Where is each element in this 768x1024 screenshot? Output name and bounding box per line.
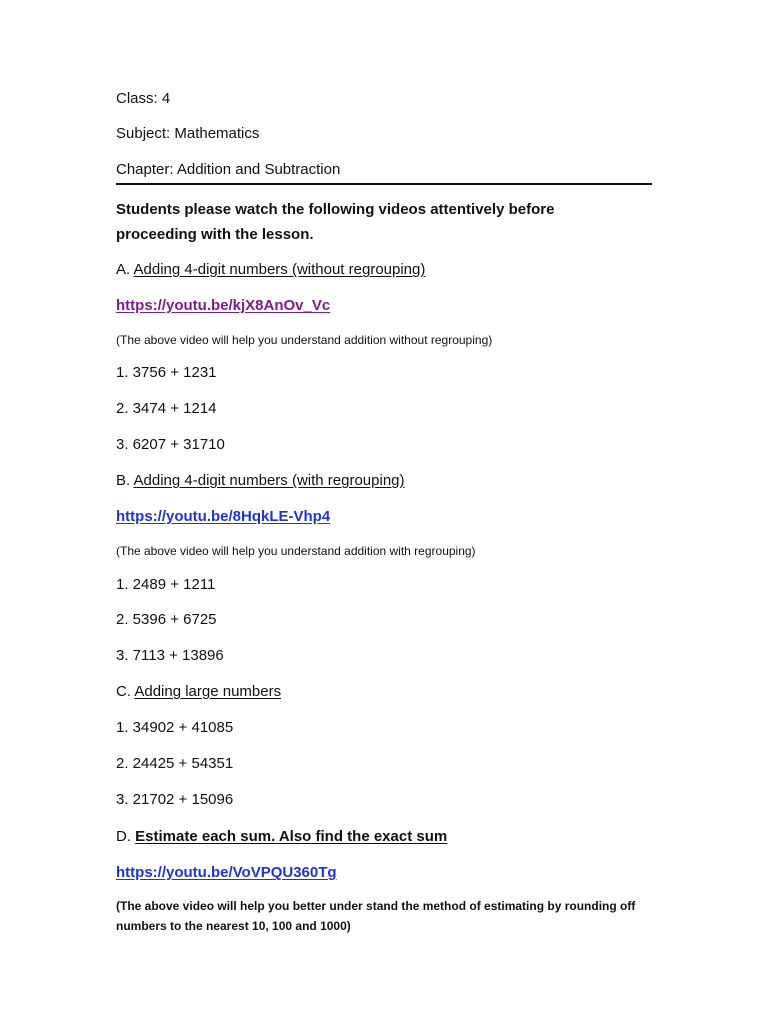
- section-b-video-link[interactable]: https://youtu.be/8HqkLE-Vhp4: [116, 508, 331, 525]
- section-a-title: Adding 4-digit numbers (without regrouping): [133, 261, 426, 278]
- intro-line-1: Students please watch the following videos attentively before: [116, 201, 555, 218]
- section-b-problem-2: 2. 5396 + 6725: [116, 611, 217, 628]
- chapter-line: Chapter: Addition and Subtraction: [116, 161, 341, 178]
- section-b-note: (The above video will help you understand addition with regrouping): [116, 544, 476, 558]
- section-d-video-link[interactable]: https://youtu.be/VoVPQU360Tg: [116, 864, 337, 881]
- section-d-note-line-2: numbers to the nearest 10, 100 and 1000): [116, 919, 351, 933]
- subject-line: Subject: Mathematics: [116, 125, 260, 142]
- section-c-title: Adding large numbers: [134, 683, 282, 700]
- section-b-label: B.: [116, 472, 131, 489]
- section-d-title: Estimate each sum. Also find the exact sum: [135, 828, 448, 845]
- section-c-problem-3: 3. 21702 + 15096: [116, 791, 234, 808]
- section-b-heading: [116, 471, 405, 491]
- section-c-problem-1: 1. 34902 + 41085: [116, 719, 234, 736]
- section-b-problem-3: 3. 7113 + 13896: [116, 647, 224, 664]
- section-b-title: Adding 4-digit numbers (with regrouping): [133, 472, 405, 489]
- section-a-video-link[interactable]: https://youtu.be/kjX8AnOv_Vc: [116, 297, 331, 314]
- section-a-label: A.: [116, 261, 131, 278]
- section-a-problem-3: 3. 6207 + 31710: [116, 436, 225, 453]
- section-b-problem-1: 1. 2489 + 1211: [116, 576, 216, 593]
- class-line: Class: 4: [116, 90, 171, 107]
- section-d-label: D.: [116, 828, 131, 845]
- section-a-problem-1: 1. 3756 + 1231: [116, 364, 217, 381]
- section-d-heading: [116, 827, 447, 847]
- section-c-problem-2: 2. 24425 + 54351: [116, 755, 234, 772]
- section-a-note: (The above video will help you understand addition without regrouping): [116, 333, 493, 347]
- section-c-heading: [116, 682, 281, 702]
- horizontal-rule: [116, 183, 652, 185]
- section-a-problem-2: 2. 3474 + 1214: [116, 400, 217, 417]
- intro-line-2: proceeding with the lesson.: [116, 226, 314, 243]
- section-d-note-line-1: (The above video will help you better under stand the method of estimating by rounding off: [116, 899, 636, 913]
- section-a-heading: [116, 260, 425, 280]
- section-c-label: C.: [116, 683, 131, 700]
